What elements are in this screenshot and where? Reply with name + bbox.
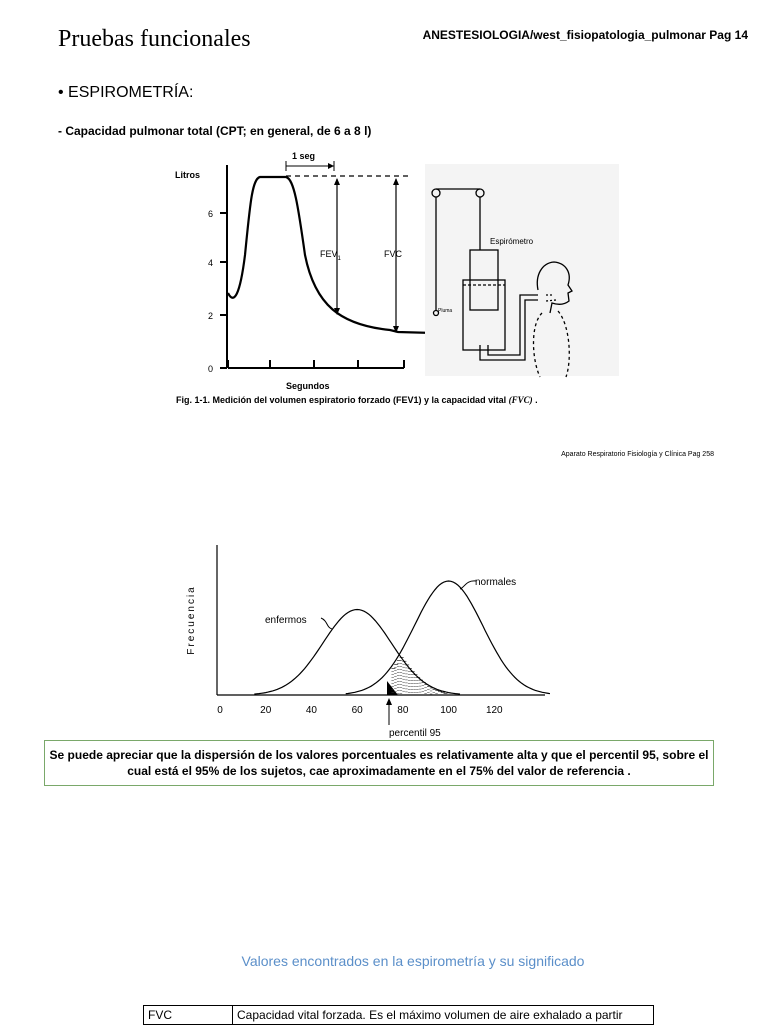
x-tick-label: 100 [440, 705, 457, 716]
percentile-label: percentil 95 [389, 728, 441, 739]
x-tick-label: 40 [305, 705, 317, 716]
series-label-normales: normales [475, 577, 517, 588]
distribution-chart [180, 545, 550, 740]
figure1-caption: Fig. 1-1. Medición del volumen espiratorio forzado (FEV1) y la capacidad vital (FVC) . [176, 395, 538, 405]
y-axis-label: Frecuencia [186, 585, 197, 655]
x-tick-label: 60 [351, 705, 363, 716]
spirometry-figure [170, 145, 620, 395]
y-tick-6: 6 [208, 209, 214, 219]
x-axis-label: Segundos [286, 381, 330, 391]
device-label: Espirómetro [490, 237, 534, 246]
table-row [144, 1006, 654, 1025]
fev-label: $FEV_1$ [320, 249, 341, 262]
interval-label: 1 seg [292, 151, 316, 161]
note-box: Se puede apreciar que la dispersión de los valores porcentuales es relativamente alta y que el percentil 95, sobre el cual está el 95% de los sujetos, cae aproximadamente en el 75% del valor de referencia . [44, 740, 714, 786]
x-tick-label: 80 [397, 705, 409, 716]
pen-label: Pluma [438, 308, 453, 314]
y-axis-label: Litros [175, 170, 201, 180]
overlap-dark-region [387, 681, 398, 695]
series-label-enfermos: enfermos [265, 615, 307, 626]
table-heading: Valores encontrados en la espirometría y su significado [241, 953, 585, 969]
x-tick-label: 20 [260, 705, 272, 716]
curve-normales [346, 581, 550, 694]
header-reference: ANESTESIOLOGIA/west_fisiopatologia_pulmonar Pag 14 [422, 28, 748, 42]
section-subtitle: - Capacidad pulmonar total (CPT; en general, de 6 a 8 l) [58, 124, 372, 138]
x-tick-label: 0 [217, 705, 223, 716]
source-citation: Aparato Respiratorio Fisiología y Clínica Pag 258 [561, 451, 714, 458]
table-cell-term: FVC [144, 1006, 233, 1025]
table-cell-definition: Capacidad vital forzada. Es el máximo volumen de aire exhalado a partir [233, 1006, 654, 1025]
section-bullet: • ESPIROMETRÍA: [58, 84, 194, 101]
y-tick-4: 4 [208, 258, 214, 268]
section-bullet-text: ESPIROMETRÍA: [68, 84, 194, 101]
definitions-table [143, 1005, 654, 1025]
y-tick-2: 2 [208, 311, 214, 321]
y-tick-0: 0 [208, 364, 214, 374]
fvc-label: FVC [384, 249, 402, 259]
x-tick-label: 120 [485, 705, 503, 716]
page-title: Pruebas funcionales [58, 26, 251, 52]
